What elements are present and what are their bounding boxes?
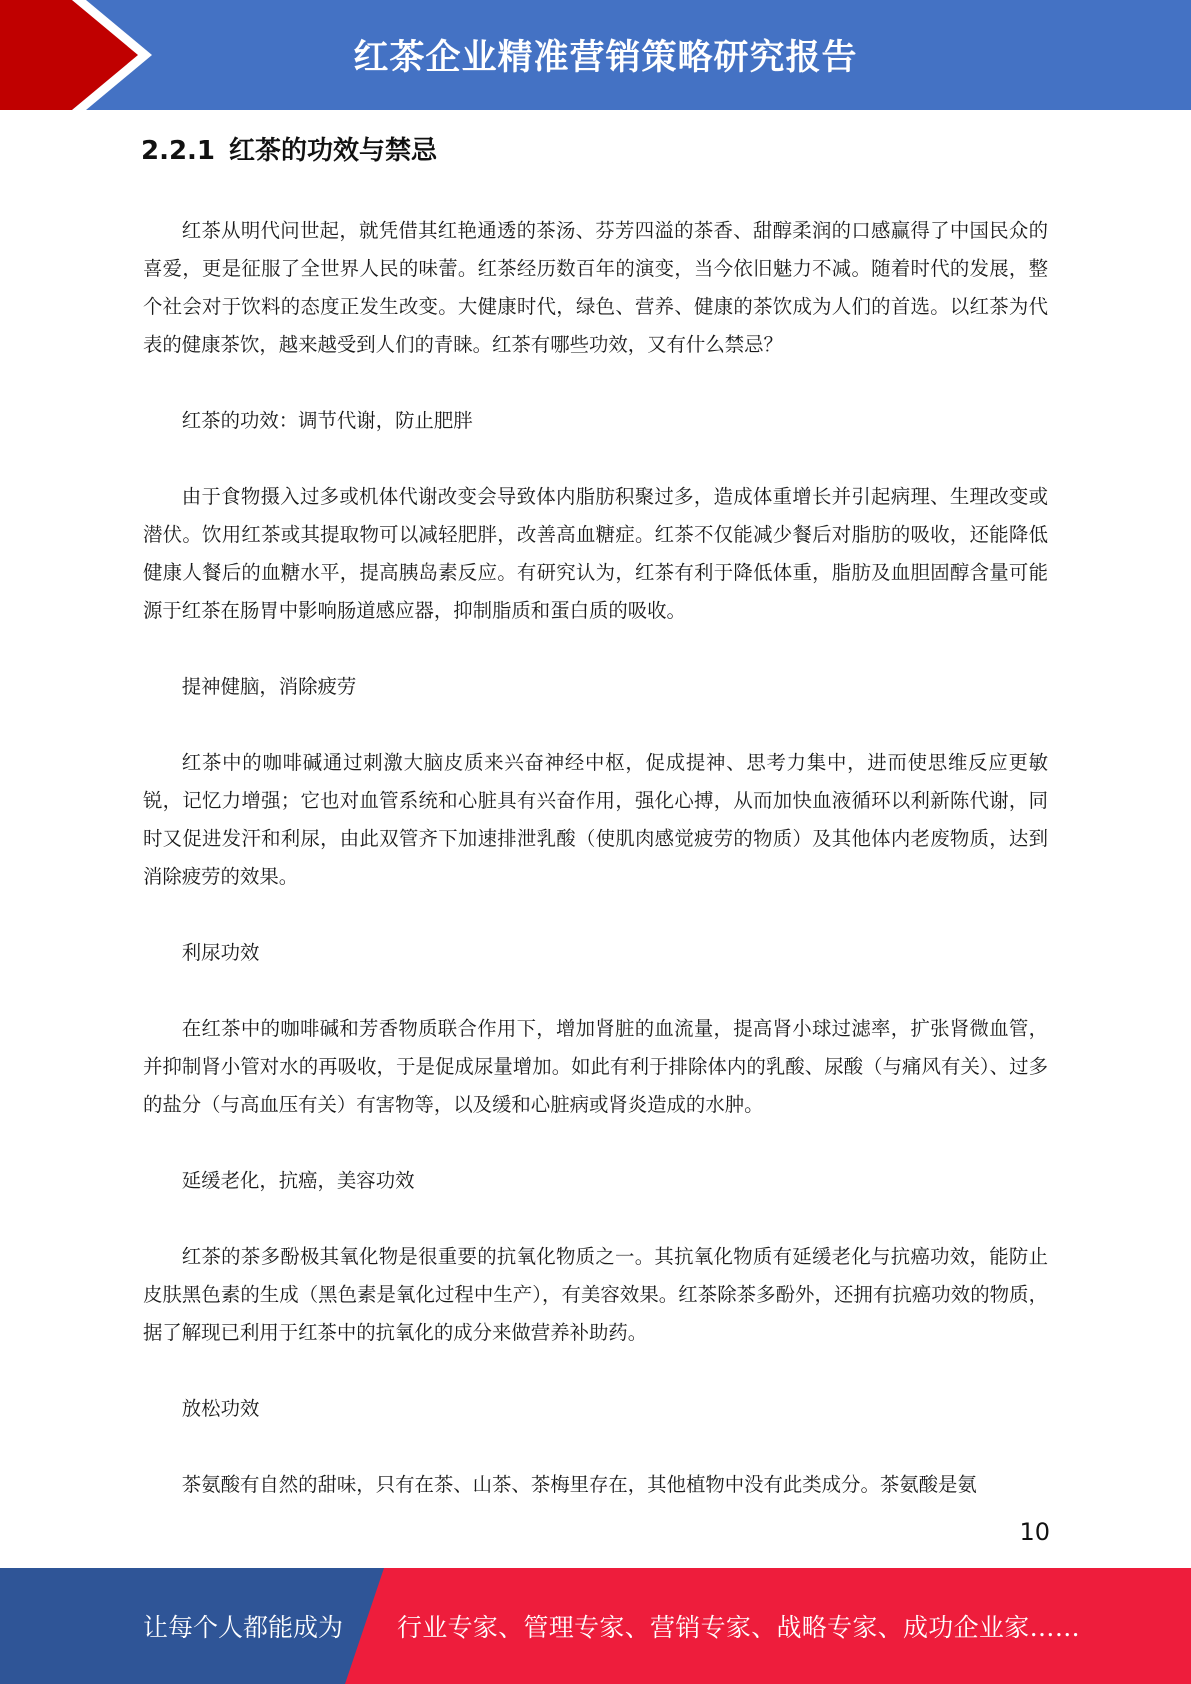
page-header — [0, 0, 1191, 110]
subheading-relax: 放松功效 — [181, 1397, 260, 1420]
footer-slogan-left: 让每个人都能成为 — [143, 1613, 344, 1642]
body-content — [143, 212, 1048, 1504]
subheading-metabolism: 红茶的功效：调节代谢，防止肥胖 — [181, 409, 473, 432]
section-number: 2.2.1 — [141, 136, 216, 166]
page-footer — [0, 1568, 1191, 1684]
subheading-antiaging: 延缓老化，抗癌，美容功效 — [181, 1169, 415, 1192]
subheading-refresh: 提神健脑，消除疲劳 — [181, 675, 357, 698]
footer-slogan-right: 行业专家、管理专家、营销专家、战略专家、成功企业家…… — [397, 1613, 1081, 1642]
section-title: 红茶的功效与禁忌 — [229, 136, 438, 166]
paragraph-antiaging: 红茶的茶多酚极其氧化物是很重要的抗氧化物质之一。其抗氧化物质有延缓老化与抗癌功效，能防止皮肤黑色素的生成（黑色素是氧化过程中生产），有美容效果。红茶除茶多酚外，还拥有抗癌功效的物质，据了解现已利用于红茶中的抗氧化的成分来做营养补助药。 — [143, 1245, 1048, 1344]
paragraph-metabolism: 由于食物摄入过多或机体代谢改变会导致体内脂肪积聚过多，造成体重增长并引起病理、生理改变或潜伏。饮用红茶或其提取物可以减轻肥胖，改善高血糖症。红茶不仅能减少餐后对脂肪的吸收，还能降低健康人餐后的血糖水平，提高胰岛素反应。有研究认为，红茶有利于降低体重，脂肪及血胆固醇含量可能源于红茶在肠胃中影响肠道感应器，抑制脂质和蛋白质的吸收。 — [143, 485, 1048, 622]
paragraph-refresh: 红茶中的咖啡碱通过刺激大脑皮质来兴奋神经中枢，促成提神、思考力集中，进而使思维反应更敏锐，记忆力增强；它也对血管系统和心脏具有兴奋作用，强化心搏，从而加快血液循环以利新陈代谢，同时又促进发汗和利尿，由此双管齐下加速排泄乳酸（使肌肉感觉疲劳的物质）及其他体内老废物质，达到消除疲劳的效果。 — [143, 751, 1048, 888]
paragraph-intro: 红茶从明代问世起，就凭借其红艳通透的茶汤、芬芳四溢的茶香、甜醇柔润的口感赢得了中国民众的喜爱，更是征服了全世界人民的味蕾。红茶经历数百年的演变，当今依旧魅力不减。随着时代的发展，整个社会对于饮料的态度正发生改变。大健康时代，绿色、营养、健康的茶饮成为人们的首选。以红茶为代表的健康茶饮，越来越受到人们的青睐。红茶有哪些功效，又有什么禁忌？ — [143, 219, 1048, 356]
paragraph-relax: 茶氨酸有自然的甜味，只有在茶、山茶、茶梅里存在，其他植物中没有此类成分。茶氨酸是氨 — [181, 1473, 977, 1496]
page-number: 10 — [1019, 1518, 1050, 1546]
subheading-diuretic: 利尿功效 — [181, 941, 260, 964]
report-title: 红茶企业精准营销策略研究报告 — [353, 38, 858, 78]
paragraph-diuretic: 在红茶中的咖啡碱和芳香物质联合作用下，增加肾脏的血流量，提高肾小球过滤率，扩张肾微血管，并抑制肾小管对水的再吸收，于是促成尿量增加。如此有利于排除体内的乳酸、尿酸（与痛风有关）、过多的盐分（与高血压有关）有害物等，以及缓和心脏病或肾炎造成的水肿。 — [143, 1017, 1048, 1116]
section-heading — [141, 130, 437, 167]
